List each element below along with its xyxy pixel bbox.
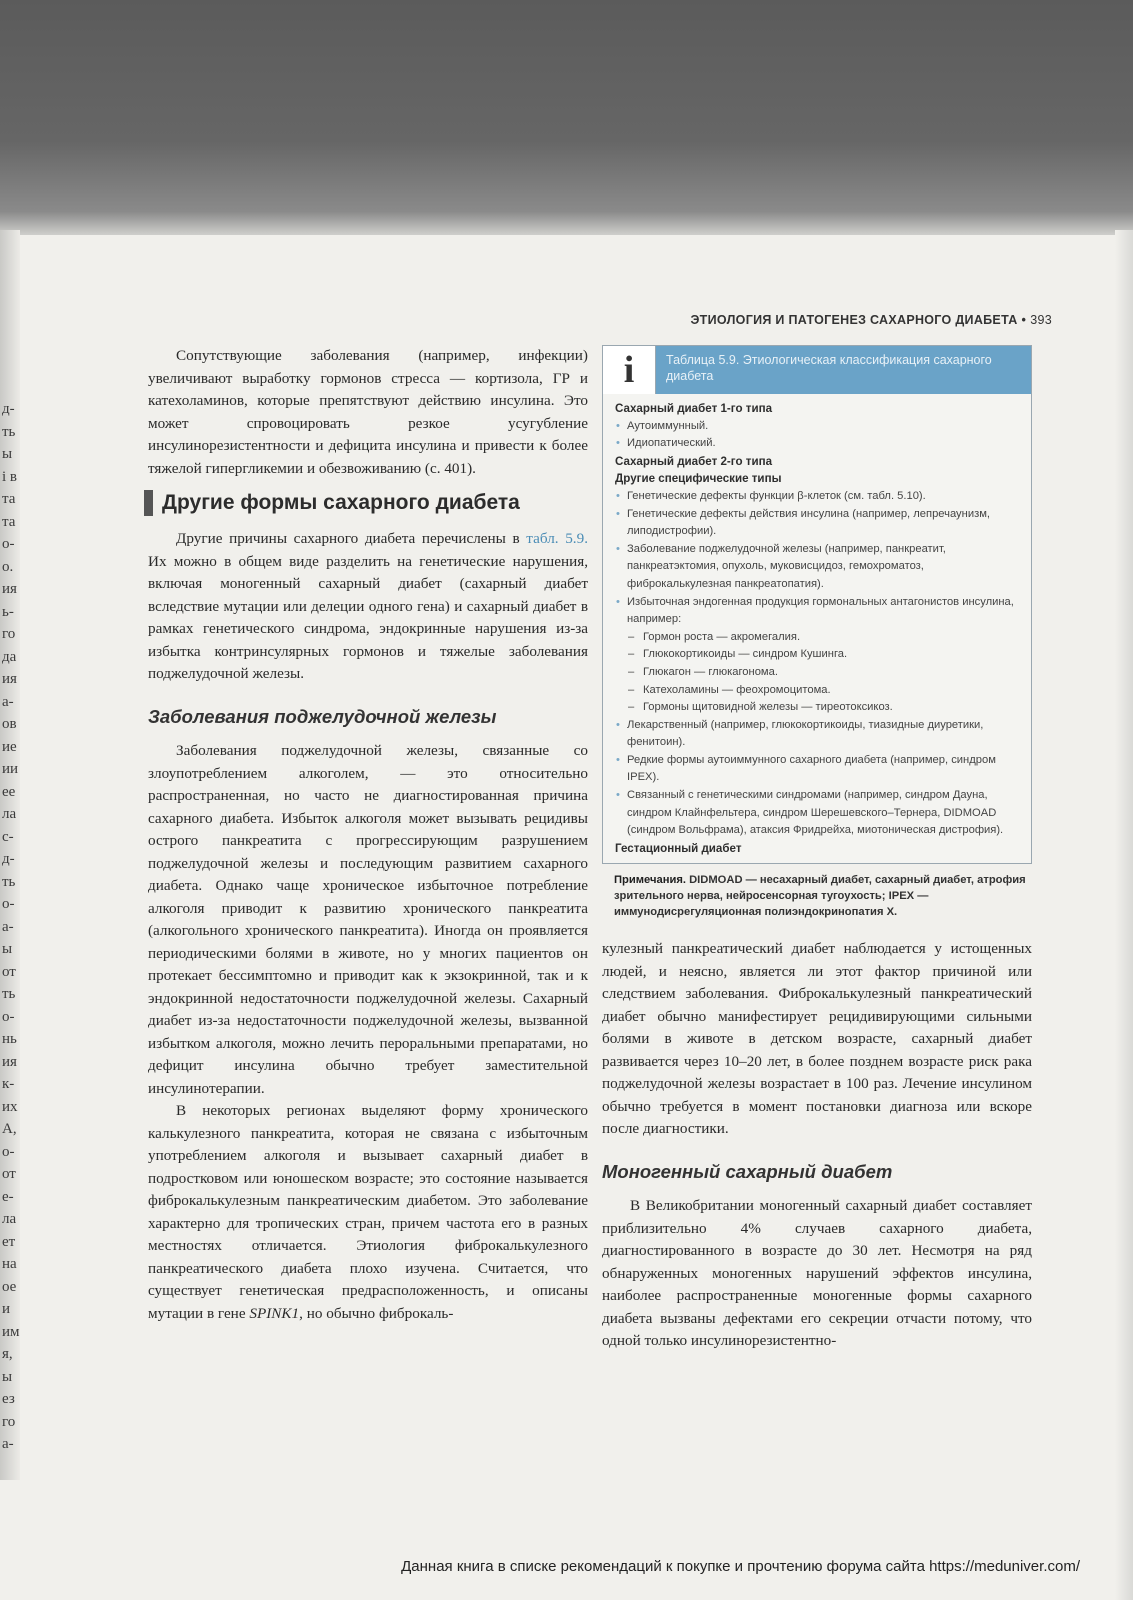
- subheading-monogenic: Моногенный сахарный диабет: [602, 1160, 893, 1182]
- table-list-item: • Связанный с генетическими синдромами (например, синдром Дауна, синдром Клайнфельтера, синдром Шерешевского–Тернера, DIDMOAD (синдром Вольфрама), атаксия Фридрейха, миотоническая дистрофия).: [615, 787, 1019, 840]
- monogenic-paragraph: В Великобритании моногенный сахарный диабет составляет приблизительно 4% случаев сахарного диабета, диагностированного в возрасте до 30 лет. Несмотря на ряд обнаруженных моногенных нарушений эффектов инсулина, наиболее распространенные моногенные формы сахарного диабета вызваны дефектами его секреции отчасти потому, что одной только инсулинорезистентно-: [602, 1197, 1032, 1350]
- previous-page-fragment: а-: [2, 693, 14, 710]
- previous-page-fragment: ов: [2, 716, 17, 732]
- pancreas-paragraph-1: Заболевания поджелудочной железы, связанные со злоупотреблением алкоголем, — это относительно распространенная, но часто не диагностированная причина сахарного диабета. Избыток алкоголя может вызывать рецидивы острого панкреатита с прогрессирующим разрушением поджелудочной железы и последующим развитием сахарного диабета. Однако чаще хроническое избыточное потребление алкоголя приводит к развитию хронического панкреатита (алкогольного хронического панкреатита). Иногда он проявляется периодическими болями в животе, но у многих пациентов он протекает бессимптомно и приводит как к экзокринной, так и к эндокринной недостаточности поджелудочной железы. Сахарный диабет из-за недостаточности поджелудочной железы, вызванной избытком алкоголя, можно лечить пероральными препаратами, но дефицит инсулина обычно требует заместительной инсулинотерапии.: [148, 742, 588, 1097]
- previous-page-fragment: а-: [2, 1436, 14, 1452]
- previous-page-fragment: о-: [2, 1008, 15, 1025]
- previous-page-fragment: та: [2, 491, 16, 507]
- previous-page-fragment: о.: [2, 558, 14, 575]
- section-para-start: Другие причины сахарного диабета перечислены в: [176, 530, 527, 547]
- previous-page-fragment: ь-: [2, 603, 14, 620]
- previous-page-fragment: ла: [2, 1211, 17, 1227]
- table-list-item: • Аутоиммунный.: [615, 418, 1019, 436]
- table-list-item: • Генетические дефекты функции β-клеток (см. табл. 5.10).: [615, 488, 1019, 506]
- previous-page-fragment: от: [2, 963, 16, 980]
- left-column: [148, 345, 588, 1325]
- footer-note: Данная книга в списке рекомендаций к покупке и прочтению форума сайта https://meduniver.com/: [401, 1558, 1080, 1575]
- table-list-item: • Избыточная эндогенная продукция гормональных антагонистов инсулина, например:: [615, 594, 1019, 629]
- gestational-heading: Гестационный диабет: [615, 841, 742, 855]
- previous-page-fragment: их: [2, 1098, 18, 1115]
- table-sublist-item: – Глюкокортикоиды — синдром Кушинга.: [615, 646, 1019, 664]
- para-2-end: , но обычно фиброкаль-: [299, 1304, 454, 1322]
- previous-page-fragment: ы: [2, 446, 13, 462]
- previous-page-fragment: д-: [2, 851, 15, 867]
- previous-page-fragment: ия: [2, 1053, 17, 1070]
- previous-page-fragment: ы: [2, 941, 13, 957]
- table-sublist-item: – Глюкагон — глюкагонома.: [615, 664, 1019, 682]
- previous-page-fragment: ез: [2, 1391, 15, 1407]
- table-list-item: • Генетические дефекты действия инсулина (например, лепречаунизм, липодистрофии).: [615, 506, 1019, 541]
- previous-page-fragment: ть: [2, 873, 16, 890]
- table-list-item: • Редкие формы аутоиммунного сахарного диабета (например, синдром IPEX).: [615, 752, 1019, 787]
- table-list-item: • Лекарственный (например, глюкокортикоиды, тиазидные диуретики, фенитоин).: [615, 717, 1019, 752]
- previous-page-fragment: ет: [2, 1233, 16, 1250]
- section-heading: [144, 490, 588, 516]
- type2-heading: Сахарный диабет 2-го типа: [615, 454, 773, 468]
- page-number: 393: [1030, 313, 1052, 327]
- previous-page-fragment: на: [2, 1256, 17, 1272]
- table-list-item: • Идиопатический.: [615, 435, 1019, 453]
- previous-page-fragment: ла: [2, 806, 17, 822]
- previous-page-fragment: им: [2, 1323, 20, 1340]
- previous-page-fragment: д-: [2, 401, 15, 417]
- table-list-item: • Заболевание поджелудочной железы (например, панкреатит, панкреатэктомия, опухоль, муковисцидоз, гемохроматоз, фиброкалькулезная панкреатопатия).: [615, 541, 1019, 594]
- previous-page-fragment: а-: [2, 918, 14, 935]
- note-text: DIDMOAD — несахарный диабет, сахарный диабет, атрофия зрительного нерва, нейросенсорная тугоухость; IPEX — иммунодисрегуляционная полиэндокринопатия X.: [614, 874, 1026, 919]
- other-types-list-a: [615, 488, 1019, 629]
- table-sublist-item: – Гормон роста — акромегалия.: [615, 629, 1019, 647]
- running-head-title: ЭТИОЛОГИЯ И ПАТОГЕНЕЗ САХАРНОГО ДИАБЕТА: [690, 313, 1018, 327]
- previous-page-fragment: и: [2, 1301, 11, 1317]
- scan-shadow: [0, 0, 1133, 235]
- previous-page-fragment: с-: [2, 828, 14, 845]
- table-sublist-item: – Гормоны щитовидной железы — тиреотоксикоз.: [615, 699, 1019, 717]
- previous-page-fragment: го: [2, 626, 16, 642]
- previous-page-fragment: і в: [2, 468, 17, 485]
- previous-page-fragment: та: [2, 513, 16, 530]
- previous-page-fragment: го: [2, 1413, 16, 1430]
- gene-name: SPINK1: [249, 1304, 300, 1322]
- other-types-heading: Другие специфические типы: [615, 472, 782, 486]
- previous-page-fragment: о-: [2, 896, 15, 912]
- previous-page-fragment: да: [2, 648, 17, 665]
- antagonist-list: [615, 629, 1019, 717]
- previous-page-fragment: о-: [2, 536, 15, 552]
- intro-paragraph: Сопутствующие заболевания (например, инфекции) увеличивают выработку гормонов стресса — кортизола, ГР и катехоламинов, которые препятствуют действию инсулина. Это может спровоцировать резкое усугубление инсулинорезистентности и дефицита инсулина и привести к более тяжелой гипергликемии и обезвоживанию (с. 401).: [148, 347, 588, 477]
- classification-table: [602, 345, 1032, 864]
- previous-page-fragments: [2, 398, 24, 1456]
- right-column: [602, 345, 1032, 1353]
- running-head: [612, 313, 1052, 327]
- previous-page-fragment: А,: [2, 1121, 17, 1137]
- page-edge: [1115, 230, 1133, 1600]
- para-2-start: В некоторых регионах выделяют форму хронического калькулезного панкреатита, которая не связана с избыточным употреблением алкоголя и вызывает сахарный диабет в подростковом или юношеском возрасте; это состояние называется фиброкалькулезным панкреатическим диабетом. Это заболевание характерно для тропических стран, причем частота его в разных местностях отличается. Этиология фиброкалькулезного панкреатического диабета плохо изучена. Считается, что существует генетическая предрасположенность, и описаны мутации в гене: [148, 1102, 588, 1322]
- previous-page-fragment: ия: [2, 671, 17, 687]
- previous-page-fragment: нь: [2, 1031, 17, 1047]
- previous-page-fragment: е-: [2, 1188, 14, 1205]
- right-column-text: [602, 938, 1032, 1353]
- pancreas-paragraph-2: [148, 1100, 588, 1325]
- previous-page-fragment: ы: [2, 1368, 13, 1385]
- previous-page-fragment: к-: [2, 1076, 15, 1092]
- table-header: [603, 346, 1031, 394]
- section-paragraph: [148, 528, 588, 686]
- type1-heading: Сахарный диабет 1-го типа: [615, 402, 773, 415]
- note-label: Примечания.: [614, 874, 686, 887]
- subheading-pancreas: Заболевания поджелудочной железы: [148, 705, 497, 727]
- previous-page-fragment: от: [2, 1166, 16, 1182]
- table-body: [603, 394, 1031, 863]
- other-types-list-b: [615, 717, 1019, 840]
- heading-bar: [144, 490, 153, 516]
- table-link[interactable]: табл. 5.9.: [526, 530, 588, 547]
- table-note: [614, 872, 1026, 920]
- running-head-separator: •: [1021, 313, 1027, 327]
- previous-page-fragment: ия: [2, 581, 17, 597]
- section-heading-text: Другие формы сахарного диабета: [162, 490, 520, 514]
- previous-page-fragment: ие: [2, 738, 17, 755]
- continuation-paragraph: кулезный панкреатический диабет наблюдается у истощенных людей, и неясно, является ли этот фактор причиной или следствием заболевания. Фиброкалькулезный панкреатический диабет обычно манифестирует рецидивирующими сильными болями в животе в детском возрасте, сахарный диабет развивается через 10–20 лет, в более позднем возрасте риск рака поджелудочной железы возрастает в 100 раз. Лечение инсулином обычно требуется в момент постановки диагноза или вскоре после диагностики.: [602, 940, 1032, 1138]
- info-icon: i: [603, 346, 656, 394]
- previous-page-fragment: ть: [2, 423, 16, 440]
- previous-page-fragment: о-: [2, 1143, 15, 1160]
- type1-list: [615, 418, 1019, 453]
- table-sublist-item: – Катехоламины — феохромоцитома.: [615, 682, 1019, 700]
- previous-page-fragment: я,: [2, 1346, 13, 1362]
- table-title: Таблица 5.9. Этиологическая классификация сахарного диабета: [656, 346, 1031, 394]
- section-para-end: Их можно в общем виде разделить на генетические нарушения, включая моногенный сахарный диабет (сахарный диабет вследствие мутации или делеции одного гена) и сахарный диабет в рамках генетического синдрома, эндокринные нарушения из-за избытка контринсулярных гормонов и тяжелые заболевания поджелудочной железы.: [148, 552, 588, 682]
- previous-page-fragment: ии: [2, 761, 19, 777]
- previous-page-fragment: ть: [2, 986, 16, 1002]
- previous-page-fragment: ое: [2, 1278, 17, 1295]
- previous-page-fragment: ее: [2, 783, 16, 800]
